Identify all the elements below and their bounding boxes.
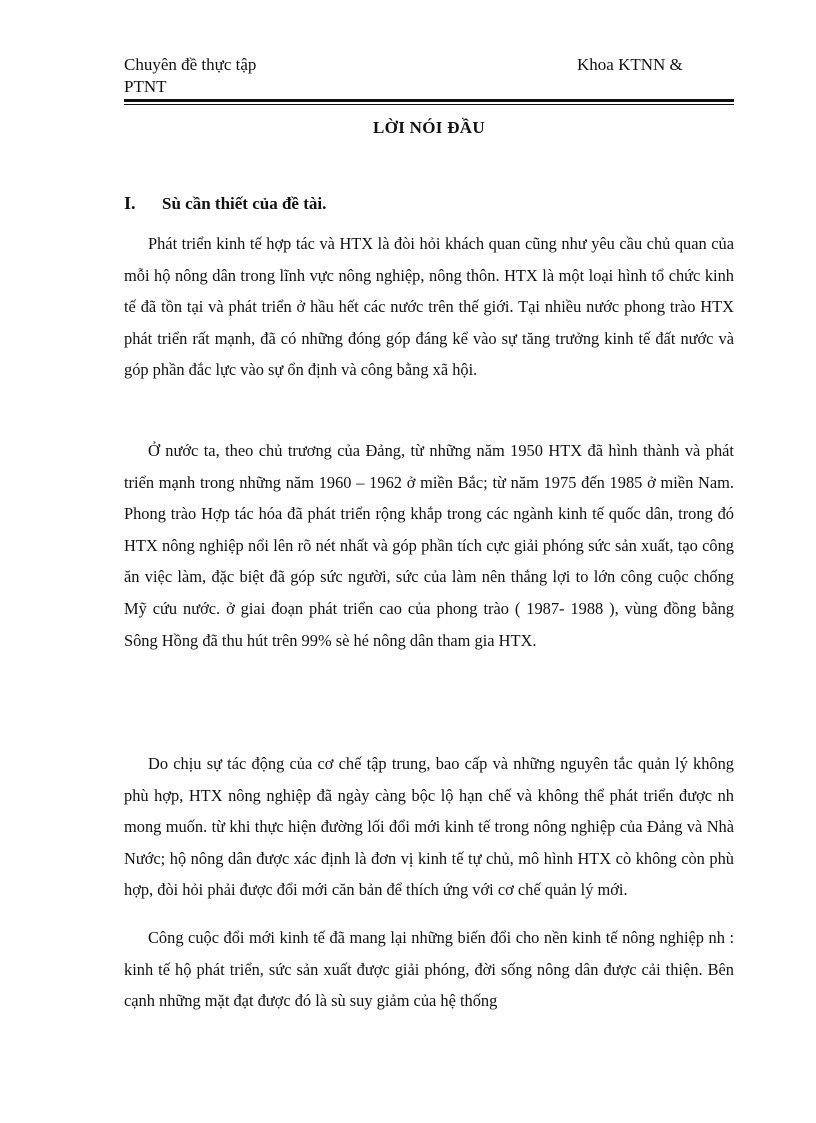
paragraph-2: Ở nước ta, theo chủ trương của Đảng, từ những năm 1950 HTX đã hình thành và phát triển mạnh trong những năm 1960 – 1962 ở miền Bắc; từ năm 1975 đến 1985 ở miền Nam. Phong trào Hợp tác hóa đã phát triển rộng khắp trong các ngành kinh tế quốc dân, trong đó HTX nông nghiệp nổi lên rõ nét nhất và góp phần tích cực giải phóng sức sản xuất, tạo công ăn việc làm, đặc biệt đã góp sức người, sức của làm nên thắng lợi to lớn công cuộc chống Mỹ cứu nước. ở giai đoạn phát triển cao của phong trào ( 1987- 1988 ), vùng đồng bằng Sông Hồng đã thu hút trên 99% sè hé nông dân tham gia HTX. bbox=[124, 441, 734, 650]
header-rule-thick bbox=[124, 99, 734, 102]
header-right-text: Khoa KTNN & bbox=[577, 55, 683, 74]
paragraph-3: Do chịu sự tác động của cơ chế tập trung, bao cấp và những nguyên tắc quản lý không phù hợp, HTX nông nghiệp đã ngày càng bộc lộ hạn chế và không thể phát triển được nh mong muốn. từ khi thực hiện đường lối đổi mới kinh tế trong nông nghiệp của Đảng và Nhà Nước; hộ nông dân được xác định là đơn vị kinh tế tự chủ, mô hình HTX cò không còn phù hợp, đòi hỏi phải được đổi mới căn bản để thích ứng với cơ chế quản lý mới. bbox=[124, 754, 734, 900]
section-number: I. bbox=[124, 193, 136, 213]
header-left-text: Chuyên đề thực tập bbox=[124, 55, 257, 74]
section-heading-text: Sù cần thiết của đề tài. bbox=[162, 194, 327, 213]
page-title: LỜI NÓI ĐẦU bbox=[373, 118, 485, 137]
paragraph-1: Phát triển kinh tế hợp tác và HTX là đòi hỏi khách quan cũng như yêu cầu chủ quan của mỗi hộ nông dân trong lĩnh vực nông nghiệp, nông thôn. HTX là một loại hình tổ chức kinh tế đã tồn tại và phát triển ở hầu hết các nước trên thế giới. Tại nhiều nước phong trào HTX phát triển rất mạnh, đã có những đóng góp đáng kể vào sự tăng trưởng kinh tế đất nước và góp phần đắc lực vào sự ổn định và công bằng xã hội. bbox=[124, 234, 734, 380]
section-heading bbox=[124, 193, 326, 214]
header-continuation-text: PTNT bbox=[124, 77, 167, 96]
header-rule-thin bbox=[124, 104, 734, 105]
paragraph-4: Công cuộc đổi mới kinh tế đã mang lại những biến đổi cho nền kinh tế nông nghiệp nh : kinh tế hộ phát triển, sức sản xuất được giải phóng, đời sống nông dân được cải thiện. Bên cạnh những mặt đạt được đó là sù suy giảm của hệ thống bbox=[124, 928, 734, 1011]
